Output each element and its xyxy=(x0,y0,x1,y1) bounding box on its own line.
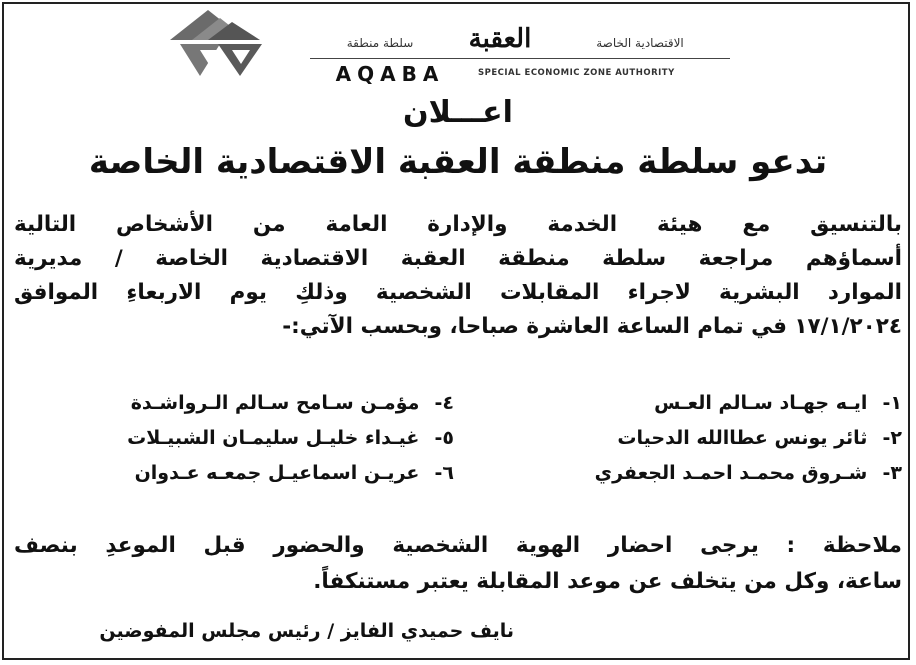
logo-arabic-name: العقبة xyxy=(468,24,532,54)
signature: نايف حميدي الفايز / رئيس مجلس المفوضين xyxy=(99,620,514,642)
item-number: ٥- xyxy=(434,427,454,449)
aqaba-emblem-icon xyxy=(170,10,270,80)
aqaba-logo xyxy=(170,10,730,86)
candidate-name: عريـن اسماعيـل جمعـه عـدوان xyxy=(134,462,420,484)
logo-english-name: AQABA xyxy=(335,62,445,86)
list-item xyxy=(14,386,454,421)
candidate-name: ايـه جهـاد سـالم العـس xyxy=(654,392,868,414)
logo-arabic-subtitle: الاقتصادية الخاصة xyxy=(596,36,684,50)
candidate-name: مؤمـن سـامح سـالم الـرواشـدة xyxy=(130,392,420,414)
note-line: ساعة، وكل من يتخلف عن موعد المقابلة يعتبر مستنكفاً. xyxy=(313,569,902,594)
list-item xyxy=(14,456,454,491)
item-number: ٤- xyxy=(434,392,454,414)
announcement-title: اعـــلان xyxy=(403,95,513,130)
announcement-body xyxy=(14,208,902,344)
list-item xyxy=(462,386,902,421)
note-line: ملاحظة : يرجى احضار الهوية الشخصية والحضور قبل الموعدِ بنصف xyxy=(14,533,902,558)
item-number: ٦- xyxy=(434,462,454,484)
list-item xyxy=(462,456,902,491)
body-line: أسماؤهم مراجعة سلطة منطقة العقبة الاقتصادية الخاصة / مديرية xyxy=(14,246,902,271)
logo-english-authority: SPECIAL ECONOMIC ZONE AUTHORITY xyxy=(478,68,675,78)
logo-arabic-authority: سلطة منطقة xyxy=(346,36,414,50)
body-line: بالتنسيق مع هيئة الخدمة والإدارة العامة من الأشخاص التالية xyxy=(14,212,902,237)
candidate-name: ثائر يونس عطاالله الدحيات xyxy=(617,427,868,449)
body-line: ١٧/١/٢٠٢٤ في تمام الساعة العاشرة صباحا، وبحسب الآتي:- xyxy=(282,314,902,339)
candidate-column-right xyxy=(462,386,902,491)
candidate-name: شـروق محمـد احمـد الجعفري xyxy=(594,462,868,484)
candidate-column-left xyxy=(14,386,454,491)
list-item xyxy=(14,421,454,456)
candidate-list xyxy=(14,386,902,496)
logo-divider xyxy=(310,58,730,59)
list-item xyxy=(462,421,902,456)
item-number: ٣- xyxy=(882,462,902,484)
candidate-name: غيـداء خليـل سليمـان الشبيـلات xyxy=(127,427,420,449)
announcement-note xyxy=(14,528,902,600)
item-number: ١- xyxy=(882,392,902,414)
item-number: ٢- xyxy=(882,427,902,449)
body-line: الموارد البشرية لاجراء المقابلات الشخصية وذلكِ يوم الاربعاءِ الموافق xyxy=(14,280,902,305)
announcement-headline: تدعو سلطة منطقة العقبة الاقتصادية الخاصة xyxy=(88,142,828,182)
